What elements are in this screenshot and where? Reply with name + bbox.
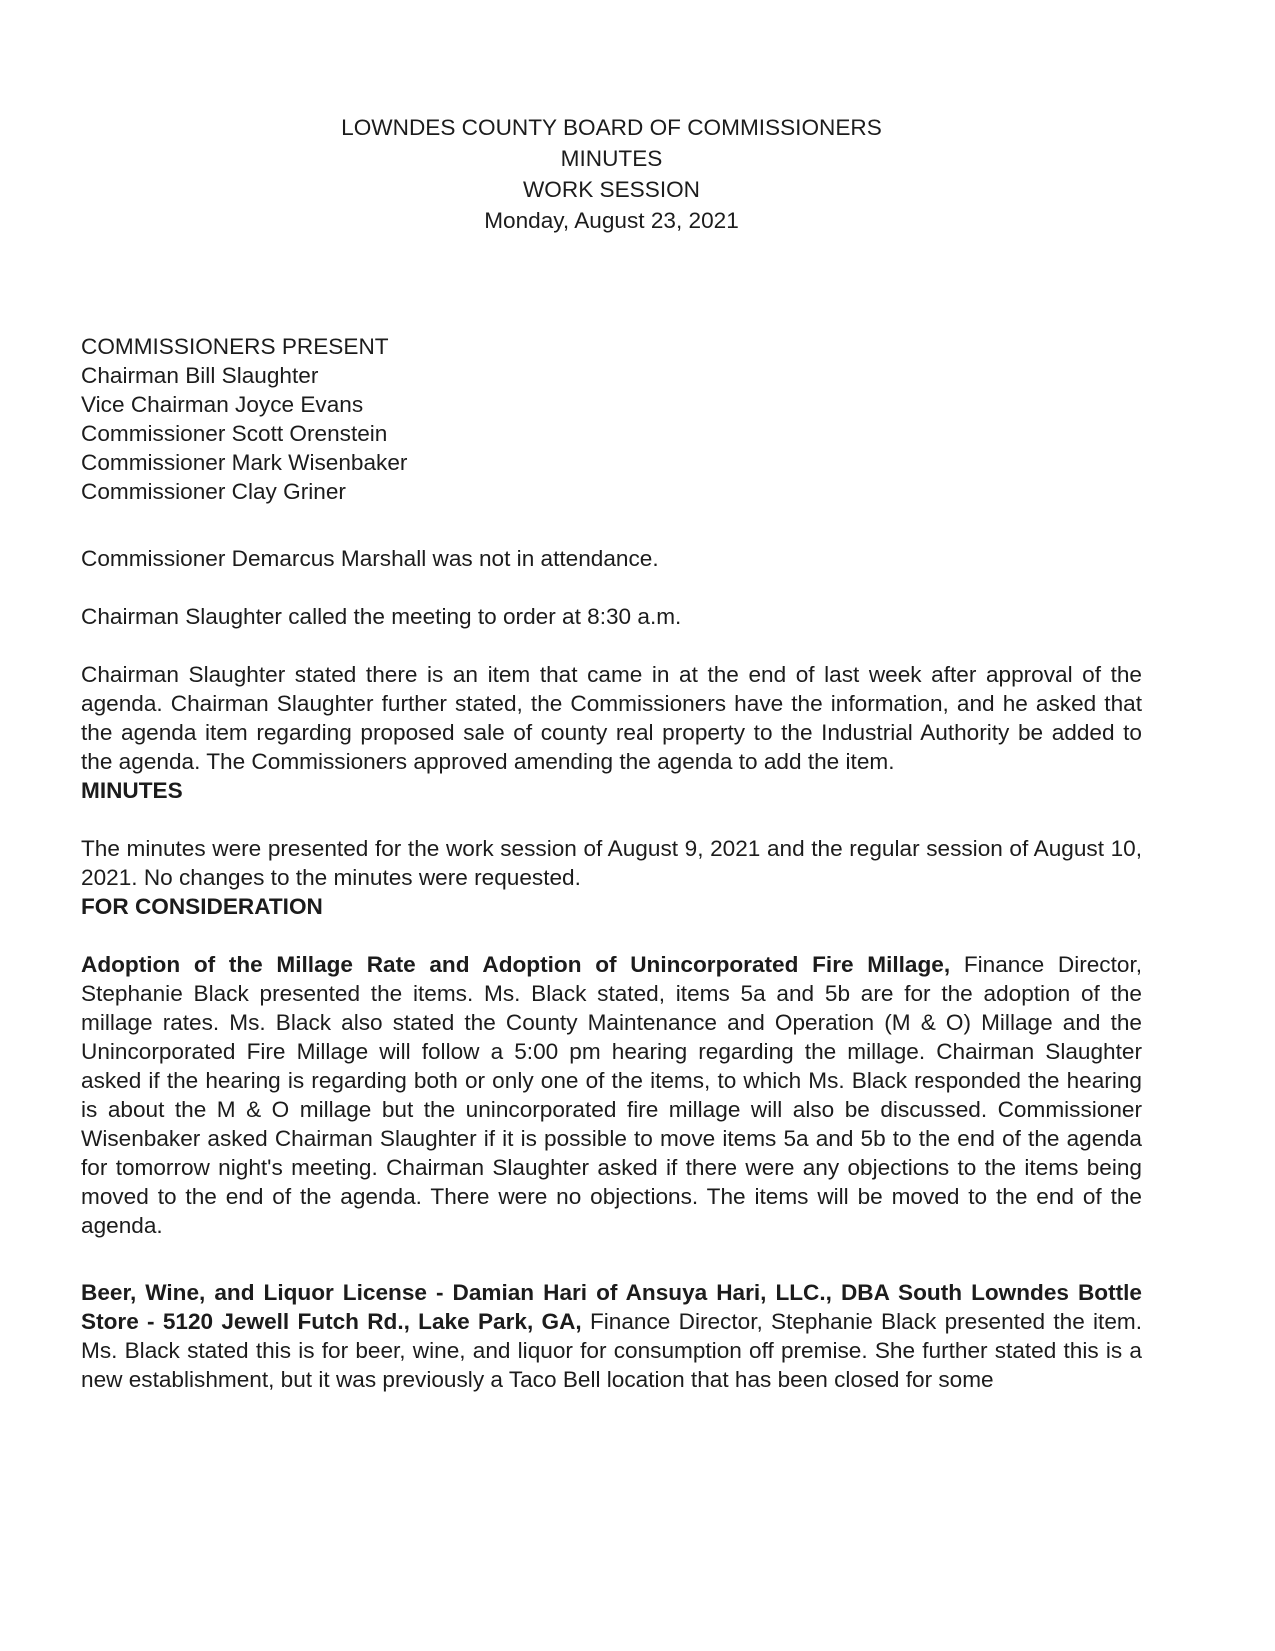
consideration-item-liquor-license: [81, 1278, 1142, 1394]
attendee-commissioner-griner: Commissioner Clay Griner: [81, 479, 346, 504]
call-to-order: Chairman Slaughter called the meeting to order at 8:30 a.m.: [81, 604, 682, 629]
document-date: Monday, August 23, 2021: [484, 208, 739, 233]
attendee-chairman: Chairman Bill Slaughter: [81, 363, 319, 388]
consideration-item-millage-title: Adoption of the Millage Rate and Adoption of Unincorporated Fire Millage,: [81, 952, 951, 977]
attendance-section: [81, 332, 1142, 506]
attendee-commissioner-orenstein: Commissioner Scott Orenstein: [81, 421, 388, 446]
for-consideration-heading: FOR CONSIDERATION: [81, 894, 323, 919]
absence-note: Commissioner Demarcus Marshall was not in attendance.: [81, 546, 659, 571]
minutes-paragraph: The minutes were presented for the work session of August 9, 2021 and the regular session of August 10, 2021. No changes to the minutes were requested.: [81, 836, 1142, 890]
consideration-item-millage-body: Finance Director, Stephanie Black presented the items. Ms. Black stated, items 5a and 5b are for the adoption of the millage rates. Ms. Black also stated the County Maintenance and Operation (M & O) Millage and the Unincorporated Fire Millage will follow a 5:00 pm hearing regarding the millage. Chairman Slaughter asked if the hearing is regarding both or only one of the items, to which Ms. Black responded the hearing is about the M & O millage but the unincorporated fire millage will also be discussed. Commissioner Wisenbaker asked Chairman Slaughter if it is possible to move items 5a and 5b to the end of the agenda for tomorrow night's meeting. Chairman Slaughter asked if there were any objections to the items being moved to the end of the agenda. There were no objections. The items will be moved to the end of the agenda.: [81, 952, 1143, 1238]
document-header: [81, 112, 1142, 236]
agenda-amendment-paragraph: Chairman Slaughter stated there is an item that came in at the end of last week after approval of the agenda. Chairman Slaughter further stated, the Commissioners have the information, and he asked that the agenda item regarding proposed sale of county real property to the Industrial Authority be added to the agenda. The Commissioners approved amending the agenda to add the item.: [81, 662, 1142, 774]
consideration-item-millage: [81, 950, 1142, 1240]
document-session: WORK SESSION: [522, 177, 700, 202]
document-title: LOWNDES COUNTY BOARD OF COMMISSIONERS: [341, 115, 882, 140]
consideration-item-liquor-license-title: Beer, Wine, and Liquor License - Damian Hari of Ansuya Hari, LLC., DBA South Lowndes Bottle Store - 5120 Jewell Futch Rd., Lake Park, GA,: [81, 1280, 1142, 1334]
consideration-item-liquor-license-body: Finance Director, Stephanie Black presented the item. Ms. Black stated this is for beer, wine, and liquor for consumption off premise. She further stated this is a new establishment, but it was previously a Taco Bell location that has been closed for some: [81, 1309, 1142, 1392]
document-type: MINUTES: [560, 146, 663, 171]
attendance-heading: COMMISSIONERS PRESENT: [81, 334, 389, 359]
attendee-vice-chairman: Vice Chairman Joyce Evans: [81, 392, 364, 417]
attendee-commissioner-wisenbaker: Commissioner Mark Wisenbaker: [81, 450, 408, 475]
minutes-heading: MINUTES: [81, 778, 183, 803]
